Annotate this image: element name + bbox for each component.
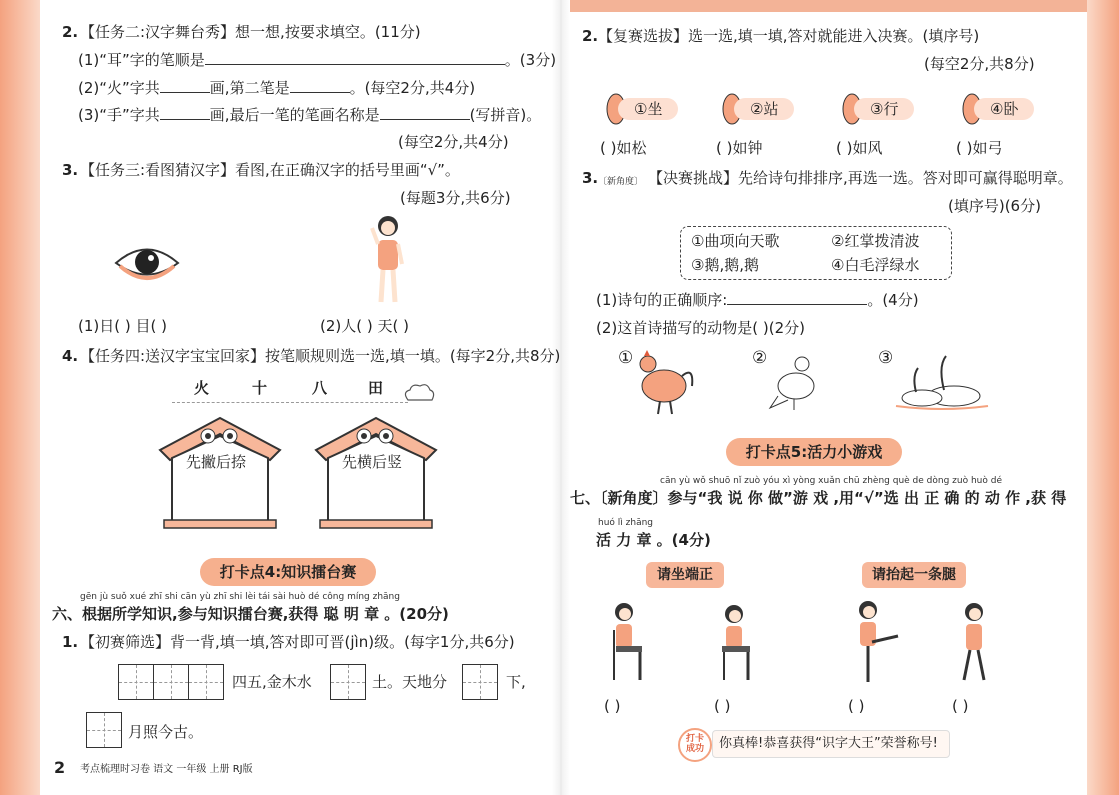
char-4[interactable]: 田 [368,379,384,397]
task2-q3-text-a: (3)“手”字共 [78,106,160,124]
poem-line1-mid2: 土。天地分 [372,673,448,691]
writing-grid-3[interactable] [462,664,498,700]
task3-option2[interactable]: (2)人( ) 天( ) [320,317,409,335]
r-q2-blank-1[interactable]: ( )如松 [600,139,647,157]
checkpoint-5-banner: 打卡点5:活力小游戏 [726,438,902,466]
poem-line1-end: 下, [506,673,526,691]
stamp-text: 打卡成功 [685,734,704,754]
task2-q1-text: (1)“耳”字的笔顺是 [78,51,205,69]
answer-blank[interactable] [290,78,350,93]
r-q2-number: 2. [582,27,599,45]
option-1 [602,92,682,126]
poem-line-2: ②红掌拨清波 [831,232,920,250]
command-card-2: 请抬起一条腿 [862,562,966,588]
character-cloud-row [172,376,408,403]
option-1-label: ①坐 [634,100,663,118]
task3-title: 【任务三:看图猜汉字】看图,在正确汉字的括号里画“√”。 [80,161,460,179]
task2-q1 [78,50,556,70]
writing-grid-4[interactable] [86,712,122,748]
writing-grid-2[interactable] [330,664,366,700]
answer-blank[interactable] [727,290,867,305]
animal-label-3[interactable]: ③ [878,348,894,368]
section6-q1-number: 1. [62,633,79,651]
option-2-label: ②站 [750,100,779,118]
task2-title: 【任务二:汉字舞台秀】想一想,按要求填空。(11分) [80,23,421,41]
poem-box [680,226,952,280]
footer-text: 考点梳理时习卷 语文 一年级 上册 RJ版 [80,764,253,775]
action-answer-3[interactable]: ( ) [848,697,865,715]
dove-icon [768,346,822,414]
kid-sitting-upright-icon [604,600,652,684]
kid-leg-raised-icon [848,596,902,684]
section7-pinyin-2: huó lì zhāng [598,518,653,528]
geese-icon [894,346,990,412]
action-answer-1[interactable]: ( ) [604,697,621,715]
r-q3-number: 3. [582,169,599,187]
r-q3-sub1-score: 。(4分) [867,291,919,309]
option-2 [718,92,798,126]
r-q2-blank-3[interactable]: ( )如风 [836,139,883,157]
house-1-label: 先撇后捺 [186,453,247,471]
option-3-label: ③行 [870,100,899,118]
answer-blank[interactable] [380,105,470,120]
girl-figure-icon [368,212,408,308]
task2-q2-text-c: 。(每空2分,共4分) [349,79,476,97]
page-edge-left [0,0,40,795]
char-1[interactable]: 火 [194,379,210,397]
eye-icon [112,238,182,288]
house-2-label: 先横后竖 [342,453,403,471]
check-in-stamp [678,728,712,762]
rooster-icon [634,346,696,416]
command-card-1: 请坐端正 [646,562,724,588]
task3-score: (每题3分,共6分) [400,189,511,207]
section7-title-2: 活 力 章 。(4分) [596,531,711,549]
section6-title: 六、根据所学知识,参与知识擂台赛,获得 聪 明 章 。(20分) [52,605,449,623]
task3-number: 3. [62,161,79,179]
section7-title: 七、〔新角度〕参与“我 说 你 做”游 戏 ,用“√”选 出 正 确 的 动 作 ,获 得 [570,489,1067,507]
section6-q1-title: 【初赛筛选】背一背,填一填,答对即可晋(jìn)级。(每字1分,共6分) [80,633,515,651]
task2-q2 [78,78,475,98]
page-edge-right [1087,0,1119,795]
r-q3-title: 【决赛挑战】先给诗句排排序,再选一选。答对即可赢得聪明章。 [648,169,1073,187]
action-answer-4[interactable]: ( ) [952,697,969,715]
book-spine [552,0,570,795]
option-4 [958,92,1042,126]
char-2[interactable]: 十 [252,379,268,397]
r-q2-blank-4[interactable]: ( )如弓 [956,139,1003,157]
r-q3-sub2: (2)这首诗描写的动物是( )(2分) [596,319,805,337]
task2-q2-text-a: (2)“火”字共 [78,79,160,97]
task2-q3-text-b: 画,最后一笔的笔画名称是 [209,106,380,124]
kid-sitting-slouch-icon [712,600,760,684]
section6-pinyin: gēn jù suǒ xué zhī shi cān yù zhī shi lèi tái sài huò dé công míng zhāng [80,592,400,602]
option-3 [838,92,918,126]
answer-blank[interactable] [160,78,210,93]
poem-line-3: ③鹅,鹅,鹅 [691,256,759,274]
task2-number: 2. [62,23,79,41]
page-number: 2 [54,758,66,777]
r-q2-blank-2[interactable]: ( )如钟 [716,139,763,157]
cloud-icon [402,382,436,404]
task2-q3 [78,105,541,125]
r-q2-score: (每空2分,共8分) [924,55,1035,73]
task4-title: 【任务四:送汉字宝宝回家】按笔顺规则选一选,填一填。(每字2分,共8分) [80,347,561,365]
r-q3-score: (填序号)(6分) [948,197,1041,215]
answer-blank[interactable] [160,105,210,120]
page-top-strip [560,0,1087,12]
congrats-text: 你真棒!恭喜获得“识字大王”荣誉称号! [719,736,938,751]
writing-grid-1[interactable] [118,664,224,700]
task4-number: 4. [62,347,79,365]
congrats-box [712,730,950,758]
poem-line1-mid: 四五,金木水 [232,673,312,691]
option-4-label: ④卧 [990,100,1019,118]
answer-blank[interactable] [205,50,505,65]
task3-option1[interactable]: (1)日( ) 目( ) [78,317,167,335]
r-q3-tag: 〔新角度〕 [598,177,644,187]
task2-q1-score: 。(3分) [504,51,557,69]
checkpoint-4-banner: 打卡点4:知识擂台赛 [200,558,376,586]
task2-q2-text-b: 画,第二笔是 [209,79,290,97]
animal-label-1[interactable]: ① [618,348,634,368]
animal-label-2[interactable]: ② [752,348,768,368]
section7-pinyin: cān yù wǒ shuō nǐ zuò yóu xì yòng xuǎn chū zhèng què de dòng zuò huò dé [660,476,1002,486]
poem-line2-end: 月照今古。 [128,723,204,741]
task2-q3-text-c: (写拼音)。 [469,106,542,124]
kid-walking-icon [952,600,1000,684]
action-answer-2[interactable]: ( ) [714,697,731,715]
poem-line-1: ①曲项向天歌 [691,232,780,250]
r-q3-sub1 [596,290,919,310]
task2-score: (每空2分,共4分) [398,133,509,151]
r-q3-sub1-text: (1)诗句的正确顺序: [596,291,728,309]
char-3[interactable]: 八 [312,379,328,397]
poem-line-4: ④白毛浮绿水 [831,256,920,274]
r-q2-title: 【复赛选拔】选一选,填一填,答对就能进入决赛。(填序号) [598,27,980,45]
